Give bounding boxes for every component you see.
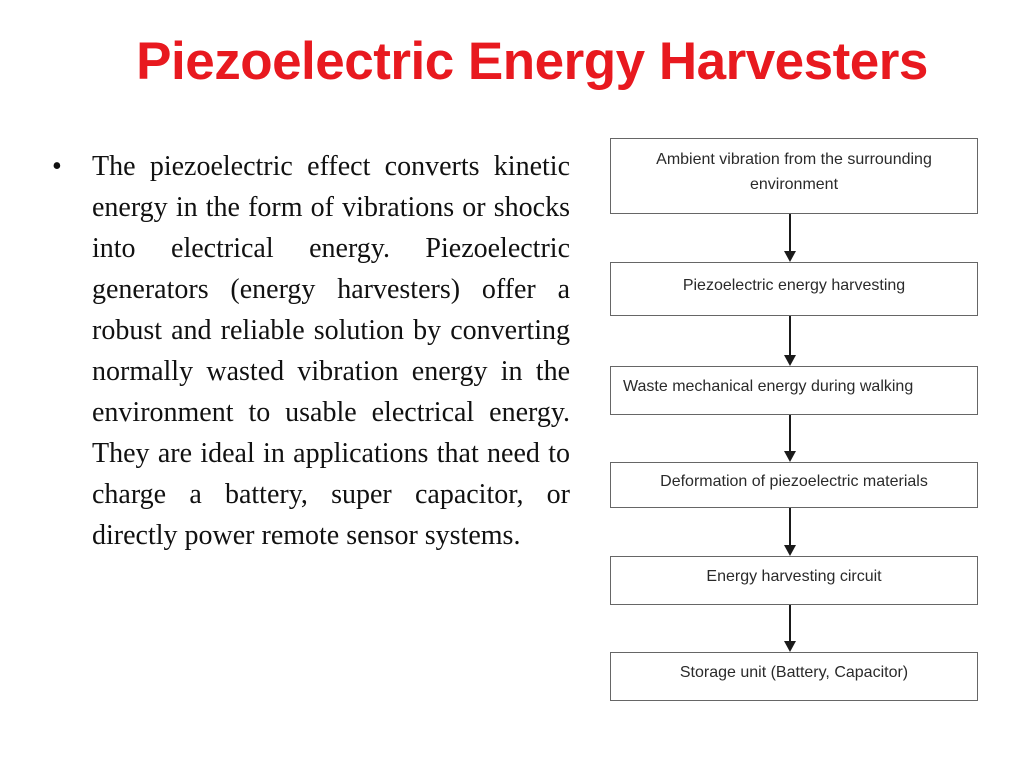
- flow-step-energy-harvesting: Piezoelectric energy harvesting: [610, 262, 978, 316]
- flow-step-storage-unit: Storage unit (Battery, Capacitor): [610, 652, 978, 701]
- bullet-marker: •: [52, 151, 62, 182]
- flow-step-waste-mechanical-energy: Waste mechanical energy during walking: [610, 366, 978, 415]
- flow-arrow: [784, 415, 796, 462]
- flow-arrow: [784, 316, 796, 366]
- flow-arrow: [784, 605, 796, 652]
- slide-title: Piezoelectric Energy Harvesters: [136, 32, 928, 91]
- flow-step-deformation: Deformation of piezoelectric materials: [610, 462, 978, 508]
- flow-step-harvesting-circuit: Energy harvesting circuit: [610, 556, 978, 605]
- flow-arrow: [784, 214, 796, 262]
- bullet-text: The piezoelectric effect converts kinetic energy in the form of vibrations or shocks into electrical energy. Piezoelectric generators (energy harvesters) offer a robust and reliable solution by converting normally wasted vibration energy in the environment to usable electrical energy. They are ideal in applications that need to charge a battery, super capacitor, or directly power remote sensor systems.: [92, 151, 570, 551]
- flow-arrow: [784, 508, 796, 556]
- flow-step-ambient-vibration: Ambient vibration from the surrounding environment: [610, 138, 978, 214]
